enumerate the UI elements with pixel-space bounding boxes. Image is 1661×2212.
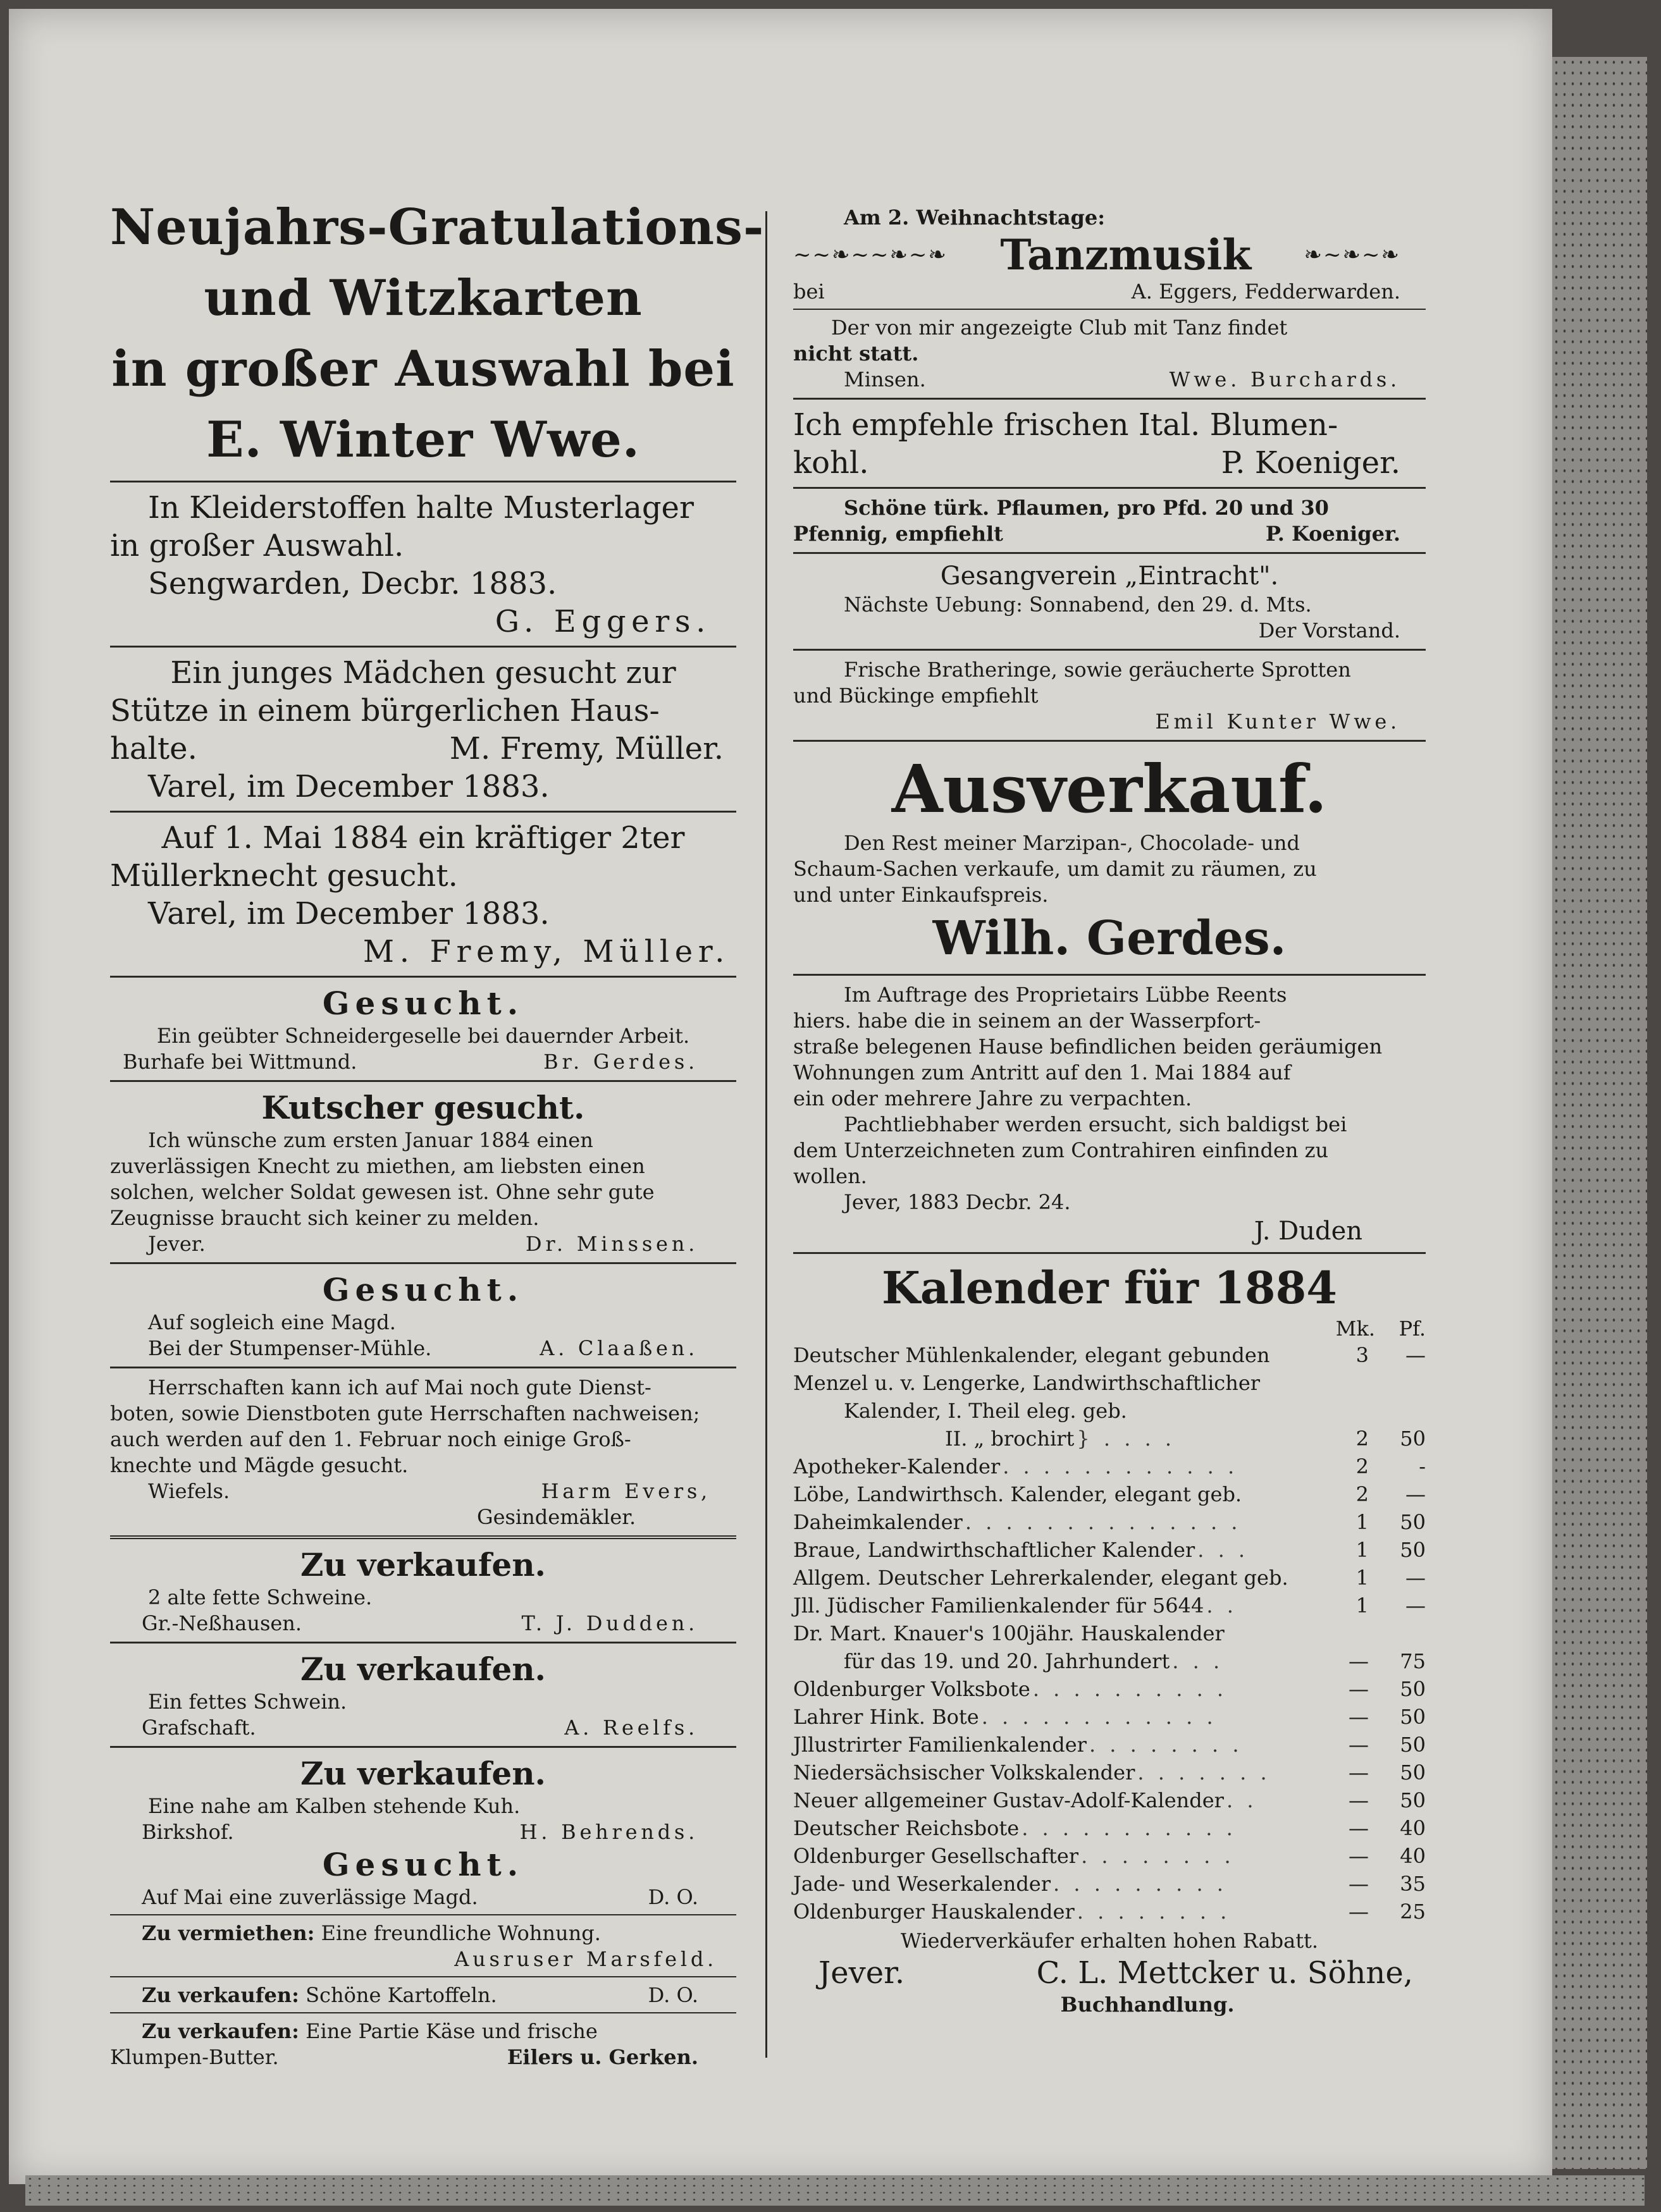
divider-rule (110, 646, 736, 648)
ad-signature: Emil Kunter Wwe. (1155, 710, 1400, 734)
calendar-item-mark: 2 (1355, 1454, 1369, 1478)
price-header (793, 1316, 1426, 1341)
ad-title: Kalender für 1884 (881, 1262, 1338, 1314)
ad-place: Jever. (818, 1955, 905, 1991)
calendar-item-leader: . . . . . . . . . (1053, 1872, 1227, 1896)
ad-text: ein oder mehrere Jahre zu verpachten. (793, 1086, 1192, 1110)
ad-text: Wiederverkäufer erhalten hohen Rabatt. (900, 1929, 1319, 1953)
calendar-item-name: Apotheker-Kalender (793, 1454, 1001, 1478)
calendar-item (793, 1369, 1426, 1397)
ad-signature: Buchhandlung. (1060, 1993, 1235, 2017)
ad-row (110, 1884, 736, 1910)
ad-signature: Ausruser Marsfeld. (454, 1947, 717, 1971)
ad-text: Ein junges Mädchen gesucht zur (170, 655, 676, 691)
ad-place: Wiefels. (148, 1479, 230, 1503)
calendar-item-leader: . . . (1172, 1649, 1224, 1673)
ad-signature: M. Fremy, Müller. (449, 731, 724, 766)
ad-text: dem Unterzeichneten zum Contrahiren einfinden zu (793, 1138, 1329, 1162)
ad-text: Auf sogleich eine Magd. (148, 1310, 396, 1334)
calendar-item-pfennig: 35 (1400, 1872, 1426, 1896)
calendar-item (793, 1647, 1426, 1675)
divider-rule (110, 481, 736, 482)
calendar-item-mark: — (1349, 1872, 1369, 1896)
ad-signature: D. O. (648, 1885, 698, 1909)
ad-title: Gesucht. (322, 985, 524, 1022)
calendar-item-mark: 3 (1355, 1343, 1369, 1367)
ad-text: nicht statt. (793, 341, 919, 366)
calendar-item-pfennig: — (1405, 1566, 1426, 1590)
divider-rule (110, 1535, 736, 1539)
headline-line: E. Winter Wwe. (206, 411, 640, 469)
calendar-item-leader (1288, 1564, 1324, 1592)
ornament-left: ~~❧~~❧~❧ (793, 242, 948, 267)
calendar-list (793, 1341, 1426, 1926)
calendar-item-name: Neuer allgemeiner Gustav-Adolf-Kalender (793, 1788, 1224, 1812)
headline-line: Neujahrs-Gratulations- (110, 199, 765, 256)
calendar-item-leader: . . . . . . . . . . . . . . (965, 1510, 1242, 1534)
ad-text: Den Rest meiner Marzipan-, Chocolade- und (844, 831, 1300, 855)
calendar-item-pfennig (1369, 1369, 1426, 1397)
ad-row (110, 1049, 736, 1075)
calendar-item (793, 1786, 1426, 1814)
divider-rule (793, 740, 1426, 742)
divider-rule (793, 1252, 1426, 1254)
ad-text: Ein geübter Schneidergeselle bei dauernder Arbeit. (156, 1024, 690, 1048)
ad-kutscher (110, 1088, 736, 1257)
ad-text: Im Auftrage des Proprietairs Lübbe Reents (844, 983, 1287, 1007)
ad-text: hiers. habe die in seinem an der Wasserpfort- (793, 1009, 1261, 1033)
ad-maedchen (110, 654, 736, 806)
ad-place: Grafschaft. (142, 1716, 256, 1740)
ad-text: und Bückinge empfiehlt (793, 684, 1039, 708)
ad-text: Pfennig, empfiehlt (793, 522, 1003, 546)
calendar-item-name: für das 19. und 20. Jahrhundert (844, 1649, 1170, 1673)
left-column (110, 180, 765, 2070)
calendar-item-pfennig: 50 (1400, 1788, 1426, 1812)
ad-blumenkohl (793, 406, 1426, 482)
calendar-item (793, 1619, 1426, 1647)
ad-row (110, 730, 736, 768)
ad-tanzmusik (793, 205, 1426, 305)
ad-row (110, 1478, 736, 1504)
page-edge-bottom (25, 2175, 1645, 2206)
divider-rule (793, 974, 1426, 976)
calendar-item-name: Jll. Jüdischer Familienkalender für 5644 (793, 1594, 1204, 1618)
divider-rule (793, 487, 1426, 489)
page-edge-right (1552, 57, 1647, 2169)
calendar-item-mark: 2 (1355, 1427, 1369, 1451)
divider-rule (793, 398, 1426, 400)
ad-text: zuverlässigen Knecht zu miethen, am liebsten einen (110, 1154, 645, 1178)
calendar-item-leader (1127, 1397, 1324, 1425)
ad-row (110, 2044, 736, 2070)
ad-pflaumen (793, 495, 1426, 547)
right-column (793, 180, 1426, 2018)
ad-place: Varel, im December 1883. (148, 896, 550, 931)
calendar-item-pfennig: 50 (1400, 1427, 1426, 1451)
calendar-item-leader: . . . . . . . . (1081, 1844, 1235, 1868)
ad-vermiethen (110, 1920, 736, 1972)
calendar-item-leader: . . . . . . . . (1089, 1733, 1243, 1757)
ad-text: In Kleiderstoffen halte Musterlager (148, 490, 694, 525)
ad-signature: Br. Gerdes. (543, 1050, 698, 1074)
ad-label: Zu verkaufen: (142, 1983, 299, 2007)
ad-kartoffeln (110, 1982, 736, 2008)
calendar-item-pfennig: 40 (1400, 1844, 1426, 1868)
calendar-item-pfennig: — (1405, 1343, 1426, 1367)
divider-rule (110, 1642, 736, 1644)
calendar-item (793, 1453, 1426, 1480)
calendar-item-leader: . . . . . . . . . . . . (981, 1705, 1217, 1729)
ad-row (110, 1819, 736, 1845)
ad-title: Ausverkauf. (891, 750, 1328, 828)
ad-place: Burhafe bei Wittmund. (123, 1050, 357, 1074)
calendar-item-leader (1225, 1619, 1324, 1647)
calendar-item (793, 1425, 1426, 1453)
calendar-item-mark: — (1349, 1900, 1369, 1924)
ad-muellerknecht (110, 819, 736, 971)
calendar-item (793, 1870, 1426, 1898)
ad-text: in großer Auswahl. (110, 528, 404, 563)
ad-text: Wohnungen zum Antritt auf den 1. Mai 1884 auf (793, 1060, 1291, 1084)
ad-text: Zeugnisse braucht sich keiner zu melden. (110, 1206, 540, 1230)
calendar-item (793, 1842, 1426, 1870)
calendar-item-mark: — (1349, 1677, 1369, 1701)
divider-rule (110, 1914, 736, 1915)
ad-text: Ich wünsche zum ersten Januar 1884 einen (148, 1128, 593, 1152)
ad-text: halte. (110, 731, 197, 766)
ad-text: Nächste Uebung: Sonnabend, den 29. d. Mts. (844, 593, 1312, 617)
calendar-item-pfennig: 50 (1400, 1538, 1426, 1562)
calendar-item-name: Oldenburger Gesellschafter (793, 1844, 1079, 1868)
calendar-item (793, 1508, 1426, 1536)
ad-signature: J. Duden (1254, 1217, 1362, 1246)
divider-rule (110, 1080, 736, 1082)
ad-signature: Wwe. Burchards. (1169, 367, 1400, 391)
calendar-item (793, 1703, 1426, 1731)
ad-text: Pachtliebhaber werden ersucht, sich baldigst bei (844, 1112, 1347, 1136)
calendar-item-mark: — (1349, 1649, 1369, 1673)
calendar-item (793, 1480, 1426, 1508)
calendar-item-mark (1324, 1619, 1369, 1647)
ad-text: Auf 1. Mai 1884 ein kräftiger 2ter (161, 820, 685, 856)
ad-signature: T. J. Dudden. (521, 1611, 698, 1635)
ad-text: Schaum-Sachen verkaufe, um damit zu räumen, zu (793, 857, 1317, 881)
ad-signature: C. L. Mettcker u. Söhne, (1036, 1955, 1413, 1991)
calendar-item-leader: . . . . . . . . (1077, 1900, 1231, 1924)
calendar-item-mark: — (1349, 1788, 1369, 1812)
ad-gesucht-magd (110, 1270, 736, 1361)
ad-title: Gesucht. (322, 1271, 524, 1308)
calendar-item-leader: . . . . . . . . . . . . (1003, 1454, 1238, 1478)
divider-rule (110, 2012, 736, 2013)
ad-text: 2 alte fette Schweine. (148, 1585, 373, 1609)
ad-title: Gesucht. (322, 1846, 524, 1883)
calendar-item-pfennig: — (1405, 1594, 1426, 1618)
ad-signature: M. Fremy, Müller. (362, 934, 730, 969)
calendar-item-name: Deutscher Mühlenkalender, elegant gebunden (793, 1343, 1270, 1367)
ornament-right: ❧~❧~❧ (1304, 242, 1400, 267)
ad-place: Minsen. (844, 367, 926, 391)
ad-place: Sengwarden, Decbr. 1883. (148, 566, 557, 601)
newspaper-page (9, 9, 1552, 2184)
ad-text: auch werden auf den 1. Februar noch einige Groß- (110, 1427, 631, 1451)
ad-signature: P. Koeniger. (1265, 522, 1400, 546)
calendar-item (793, 1898, 1426, 1926)
ad-text: Eine Partie Käse und frische (306, 2019, 598, 2043)
ad-signature: Eilers u. Gerken. (507, 2045, 698, 2069)
ad-row (110, 1715, 736, 1741)
calendar-item-mark: — (1349, 1816, 1369, 1840)
ad-text: knechte und Mägde gesucht. (110, 1453, 409, 1477)
ad-place: Birkshof. (142, 1820, 234, 1844)
ad-signature: Dr. Minssen. (525, 1232, 698, 1256)
ad-signature: A. Reelfs. (564, 1716, 698, 1740)
ad-row (110, 1982, 736, 2008)
calendar-item-name: Oldenburger Hauskalender (793, 1900, 1075, 1924)
calendar-item-leader: . . (1226, 1788, 1257, 1812)
divider-rule (110, 1746, 736, 1748)
calendar-item-name: Jade- und Weserkalender (793, 1872, 1051, 1896)
ad-signature: D. O. (648, 1983, 698, 2007)
ad-text: Müllerknecht gesucht. (110, 858, 458, 894)
ad-row (110, 1336, 736, 1361)
ad-verkaufen-schweine (110, 1545, 736, 1637)
ad-text: Stütze in einem bürgerlichen Haus- (110, 693, 660, 728)
calendar-item-pfennig: 50 (1400, 1733, 1426, 1757)
ad-signature: Wilh. Gerdes. (932, 911, 1287, 966)
ad-kalender (793, 1260, 1426, 2018)
calendar-item (793, 1536, 1426, 1564)
ad-kaese (110, 2018, 736, 2070)
calendar-item-pfennig: - (1419, 1454, 1426, 1478)
calendar-item-pfennig: 40 (1400, 1816, 1426, 1840)
ad-row (110, 1920, 736, 1946)
ad-row (793, 521, 1426, 547)
ad-label: Zu verkaufen: (142, 2019, 299, 2043)
calendar-item-pfennig (1369, 1397, 1426, 1425)
calendar-item-name: Dr. Mart. Knauer's 100jähr. Hauskalender (793, 1621, 1225, 1645)
ad-title: Zu verkaufen. (300, 1650, 546, 1688)
calendar-item-name: Lahrer Hink. Bote (793, 1705, 979, 1729)
headline-line: und Witzkarten (204, 269, 643, 327)
ad-gesucht-zuverlaessig (110, 1845, 736, 1910)
ad-label: Zu vermiethen: (142, 1921, 315, 1945)
calendar-item-mark: 1 (1355, 1566, 1369, 1590)
calendar-item (793, 1341, 1426, 1369)
ad-place: Jever, 1883 Decbr. 24. (844, 1190, 1071, 1214)
ad-neujahr (110, 192, 765, 476)
ad-text: Herrschaften kann ich auf Mai noch gute Dienst- (148, 1375, 651, 1399)
calendar-item-leader: . . . . . . . . . . (1032, 1677, 1228, 1701)
calendar-item-leader (1260, 1369, 1324, 1397)
calendar-item-mark: — (1349, 1760, 1369, 1785)
ad-text: und unter Einkaufspreis. (793, 883, 1049, 907)
calendar-item-pfennig: 50 (1400, 1677, 1426, 1701)
calendar-item-mark: — (1349, 1705, 1369, 1729)
ad-signature: Gesindemäkler. (477, 1505, 636, 1529)
divider-rule (793, 649, 1426, 651)
calendar-item-mark: 2 (1355, 1482, 1369, 1506)
calendar-item-pfennig: 25 (1400, 1900, 1426, 1924)
ad-text: Schöne türk. Pflaumen, pro Pfd. 20 und 30 (844, 496, 1329, 520)
divider-rule (793, 309, 1426, 310)
ad-row (110, 1611, 736, 1637)
calendar-item-pfennig: 75 (1400, 1649, 1426, 1673)
calendar-item-name: Niedersächsischer Volkskalender (793, 1760, 1135, 1785)
ad-signature: Der Vorstand. (1258, 618, 1400, 642)
calendar-item-name: Deutscher Reichsbote (793, 1816, 1020, 1840)
calendar-item-leader (1269, 1341, 1324, 1369)
calendar-item-name: Kalender, I. Theil eleg. geb. (844, 1399, 1127, 1423)
divider-rule (793, 552, 1426, 554)
ad-row (793, 367, 1426, 393)
divider-rule (110, 811, 736, 813)
ad-place: Varel, im December 1883. (148, 769, 550, 804)
ad-text: Auf Mai eine zuverlässige Magd. (142, 1885, 478, 1909)
ad-title: Gesangverein „Eintracht". (940, 562, 1279, 591)
calendar-item-leader: . . . . . . . . . . . (1022, 1816, 1237, 1840)
ad-verkaufen-schwein (110, 1650, 736, 1741)
ad-herrschaften (110, 1375, 736, 1530)
ad-signature: G. Eggers. (495, 604, 711, 639)
col-pf-label: Pf. (1399, 1317, 1426, 1341)
calendar-item-leader: . . . . . . . (1137, 1760, 1271, 1785)
calendar-item (793, 1814, 1426, 1842)
ad-signature: A. Eggers, Fedderwarden. (1131, 280, 1400, 304)
calendar-item-mark: 1 (1355, 1510, 1369, 1534)
ad-title: Tanzmusik (1000, 230, 1252, 280)
calendar-item (793, 1759, 1426, 1786)
ad-text: Ein fettes Schwein. (148, 1690, 347, 1714)
ad-ausverkauf (793, 748, 1426, 969)
calendar-item-mark: — (1349, 1733, 1369, 1757)
calendar-item-leader: } . . . . (1077, 1427, 1176, 1451)
calendar-item-mark (1324, 1397, 1369, 1425)
ad-signature: P. Koeniger. (1221, 445, 1400, 481)
ad-text: Ich empfehle frischen Ital. Blumen- (793, 407, 1338, 443)
ad-text: Am 2. Weihnachtstage: (844, 206, 1106, 230)
ad-signature: A. Claaßen. (540, 1336, 698, 1360)
calendar-item-name: Braue, Landwirthschaftlicher Kalender (793, 1538, 1195, 1562)
calendar-item-mark (1324, 1369, 1369, 1397)
ad-place: Gr.-Neßhausen. (142, 1611, 302, 1635)
calendar-item-name: Löbe, Landwirthsch. Kalender, elegant geb. (793, 1482, 1242, 1506)
ad-text: bei (793, 280, 825, 304)
ad-gesucht-schneider (110, 984, 736, 1075)
ad-row (793, 1954, 1426, 1992)
divider-rule (110, 1262, 736, 1264)
divider-rule (110, 1976, 736, 1977)
calendar-item-name: Daheimkalender (793, 1510, 963, 1534)
calendar-item (793, 1592, 1426, 1619)
ad-row (110, 1231, 736, 1257)
ad-row (793, 279, 1426, 305)
ad-text: wollen. (793, 1164, 867, 1188)
calendar-item (793, 1731, 1426, 1759)
ad-club (793, 315, 1426, 393)
divider-rule (110, 976, 736, 978)
ad-row (110, 2018, 736, 2044)
calendar-item-mark: 1 (1355, 1538, 1369, 1562)
ad-place: Jever. (148, 1232, 206, 1256)
ad-verkaufen-kuh (110, 1754, 736, 1845)
ad-kleiderstoffe (110, 489, 736, 641)
divider-rule (110, 1367, 736, 1368)
headline-line: in großer Auswahl bei (111, 340, 735, 398)
ad-text: boten, sowie Dienstboten gute Herrschaften nachweisen; (110, 1401, 700, 1425)
ad-text: kohl. (793, 445, 869, 481)
calendar-item-name: Jllustrirter Familienkalender (793, 1733, 1087, 1757)
ad-gesangverein (793, 560, 1426, 644)
calendar-item-pfennig: 50 (1400, 1705, 1426, 1729)
ad-text: Eine nahe am Kalben stehende Kuh. (148, 1794, 521, 1818)
calendar-item-name: Allgem. Deutscher Lehrerkalender, elegant geb. (793, 1566, 1288, 1590)
ad-text: Bei der Stumpenser-Mühle. (148, 1336, 432, 1360)
calendar-item-name: Oldenburger Volksbote (793, 1677, 1030, 1701)
calendar-item-pfennig: 50 (1400, 1760, 1426, 1785)
ad-text: Schöne Kartoffeln. (306, 1983, 497, 2007)
ad-title: Kutscher gesucht. (261, 1089, 585, 1126)
ad-title: Zu verkaufen. (300, 1546, 546, 1583)
calendar-item (793, 1675, 1426, 1703)
ad-signature: Harm Evers, (541, 1479, 711, 1503)
calendar-item-pfennig: 50 (1400, 1510, 1426, 1534)
calendar-item-name: Menzel u. v. Lengerke, Landwirthschaftlicher (793, 1371, 1261, 1395)
col-mk-label: Mk. (1335, 1317, 1375, 1341)
ad-signature: H. Behrends. (519, 1820, 698, 1844)
calendar-item-leader: . . (1206, 1594, 1237, 1618)
ad-auftrag (793, 982, 1426, 1247)
calendar-item-mark: 1 (1355, 1594, 1369, 1618)
ad-text: straße belegenen Hause befindlichen beiden geräumigen (793, 1035, 1383, 1059)
ad-text: solchen, welcher Soldat gewesen ist. Ohne sehr gute (110, 1180, 655, 1204)
ad-row (793, 231, 1426, 279)
calendar-item-pfennig (1369, 1619, 1426, 1647)
ad-row (793, 444, 1426, 482)
calendar-item (793, 1564, 1426, 1592)
calendar-item-leader: . . . (1197, 1538, 1249, 1562)
ad-text: Frische Bratheringe, sowie geräucherte Sprotten (844, 658, 1351, 682)
calendar-item-pfennig: — (1405, 1482, 1426, 1506)
calendar-item-mark: — (1349, 1844, 1369, 1868)
calendar-item-name: II. „ brochirt (945, 1427, 1075, 1451)
calendar-item-leader (1242, 1480, 1324, 1508)
ad-text: Klumpen-Butter. (110, 2045, 279, 2069)
ad-text: Der von mir angezeigte Club mit Tanz findet (831, 316, 1288, 340)
calendar-item (793, 1397, 1426, 1425)
ad-title: Zu verkaufen. (300, 1755, 546, 1792)
ad-bratheringe (793, 657, 1426, 735)
ad-text: Eine freundliche Wohnung. (321, 1921, 601, 1945)
column-divider (765, 211, 767, 2058)
